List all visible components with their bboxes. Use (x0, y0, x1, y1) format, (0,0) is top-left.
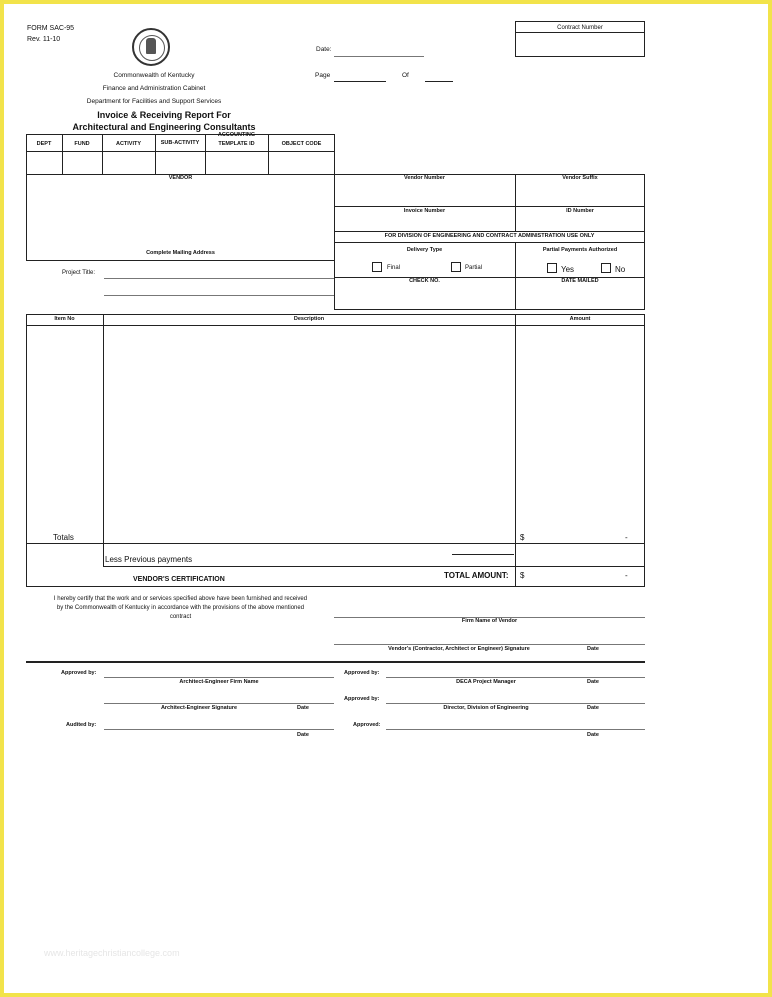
accounting-template-field[interactable] (205, 152, 268, 175)
form-revision: Rev. 11-10 (27, 36, 61, 43)
total-amount-label: TOTAL AMOUNT: (444, 571, 509, 580)
amount-header: Amount (569, 316, 591, 322)
firm-name-label: Firm Name of Vendor (461, 618, 518, 624)
delivery-type-label: Delivery Type (406, 247, 443, 253)
partial-label: Partial (465, 265, 483, 271)
certification-line-3: contract (169, 614, 192, 620)
watermark: www.heritagechristiancollege.com (44, 948, 180, 958)
activity-field[interactable] (102, 152, 155, 175)
director-date-label: Date (587, 705, 599, 711)
description-column[interactable] (104, 326, 515, 542)
no-label: No (615, 265, 626, 274)
activity-header: ACTIVITY (115, 141, 142, 147)
item-no-header: Item No (54, 316, 75, 322)
fund-field[interactable] (62, 152, 102, 175)
accounting-template-header-1: ACCOUNTING (217, 132, 256, 138)
yes-label: Yes (561, 265, 575, 274)
vendor-suffix-label: Vendor Suffix (562, 175, 598, 181)
agency-line-2: Finance and Administration Cabinet (102, 85, 206, 92)
totals-label: Totals (53, 533, 74, 542)
less-previous-field[interactable] (452, 554, 514, 555)
project-title-field-1[interactable] (104, 278, 334, 279)
contract-number-label: Contract Number (557, 25, 603, 31)
date-field[interactable] (334, 56, 424, 57)
agency-line-1: Commonwealth of Kentucky (113, 72, 195, 79)
project-title-field-2[interactable] (104, 295, 334, 296)
director-label: Director, Division of Engineering (443, 705, 529, 711)
invoice-number-field[interactable] (335, 217, 515, 231)
approved-by-label-3: Approved by: (344, 696, 380, 702)
date-label: Date: (316, 46, 332, 53)
kentucky-seal-icon (132, 28, 170, 66)
vendor-number-field[interactable] (335, 184, 515, 206)
vendor-signature-date-label: Date (587, 646, 599, 652)
of-label: Of (402, 72, 409, 79)
invoice-form-page (4, 4, 768, 993)
totals-dash: - (625, 533, 628, 542)
deca-pm-field[interactable] (386, 677, 645, 678)
check-no-label: CHECK NO. (409, 278, 440, 284)
sub-activity-field[interactable] (155, 152, 205, 175)
form-title-line-1: Invoice & Receiving Report For (97, 110, 231, 120)
partial-payments-label: Partial Payments Authorized (542, 247, 618, 253)
total-dollar: $ (520, 571, 525, 580)
accounting-template-header-2: TEMPLATE ID (218, 141, 255, 147)
no-checkbox[interactable] (601, 263, 611, 273)
vendor-signature-field[interactable] (334, 644, 645, 645)
total-dash: - (625, 571, 628, 580)
project-title-label: Project Title: (62, 270, 96, 276)
certification-line-2: by the Commonwealth of Kentucky in accordance with the provisions of the above mentioned (56, 605, 305, 611)
certification-line-1: I hereby certify that the work and or services specified above have been furnished and received (53, 596, 308, 602)
fund-header: FUND (74, 141, 90, 147)
ae-signature-field[interactable] (104, 703, 334, 704)
vendor-suffix-field[interactable] (516, 184, 644, 206)
final-label: Final (387, 265, 401, 271)
approved-by-label-2: Approved by: (344, 670, 380, 676)
final-checkbox[interactable] (372, 262, 382, 272)
item-no-column[interactable] (27, 326, 103, 542)
id-number-label: ID Number (566, 208, 594, 214)
ae-signature-date-label: Date (297, 705, 309, 711)
yes-checkbox[interactable] (547, 263, 557, 273)
page-total-field[interactable] (425, 81, 453, 82)
approved-date-label: Date (587, 732, 599, 738)
vendor-certification-heading: VENDOR'S CERTIFICATION (133, 576, 225, 583)
deca-pm-date-label: Date (587, 679, 599, 685)
sub-activity-header: SUB-ACTIVITY (160, 140, 200, 146)
form-id: FORM SAC-95 (27, 25, 75, 32)
approved-label: Approved: (353, 722, 381, 728)
ae-firm-name-label: Architect-Engineer Firm Name (179, 679, 259, 685)
page-field[interactable] (334, 81, 386, 82)
audited-by-field[interactable] (104, 729, 334, 730)
description-header: Description (293, 316, 325, 322)
mailing-address-label: Complete Mailing Address (146, 250, 215, 256)
vendor-signature-label: Vendor's (Contractor, Architect or Engineer) Signature (388, 646, 530, 652)
director-field[interactable] (386, 703, 645, 704)
agency-line-3: Department for Facilities and Support Services (86, 98, 222, 105)
vendor-box[interactable] (26, 174, 335, 261)
approved-field[interactable] (386, 729, 645, 730)
section-divider (26, 661, 645, 663)
partial-checkbox[interactable] (451, 262, 461, 272)
audited-by-label: Audited by: (66, 722, 97, 728)
page-label: Page (315, 72, 331, 79)
object-code-header: OBJECT CODE (281, 141, 322, 147)
vendor-number-label: Vendor Number (404, 175, 445, 181)
date-mailed-field[interactable] (516, 287, 644, 309)
dept-field[interactable] (26, 152, 62, 175)
deca-pm-label: DECA Project Manager (456, 679, 516, 685)
id-number-field[interactable] (516, 217, 644, 231)
check-no-field[interactable] (335, 287, 515, 309)
dept-header: DEPT (36, 141, 52, 147)
less-previous-label: Less Previous payments (105, 555, 193, 564)
division-use-only-label: FOR DIVISION OF ENGINEERING AND CONTRACT ADMINISTRATION USE ONLY (384, 233, 595, 239)
ae-signature-label: Architect-Engineer Signature (160, 705, 238, 711)
object-code-field[interactable] (268, 152, 335, 175)
vendor-label: VENDOR (168, 175, 193, 181)
ae-firm-name-field[interactable] (104, 677, 334, 678)
invoice-number-label: Invoice Number (403, 208, 446, 214)
audited-by-date-label: Date (297, 732, 309, 738)
totals-dollar: $ (520, 533, 525, 542)
amount-column[interactable] (516, 326, 644, 542)
approved-by-label-1: Approved by: (61, 670, 97, 676)
form-title-line-2: Architectural and Engineering Consultants (72, 122, 256, 132)
date-mailed-label: DATE MAILED (561, 278, 599, 284)
